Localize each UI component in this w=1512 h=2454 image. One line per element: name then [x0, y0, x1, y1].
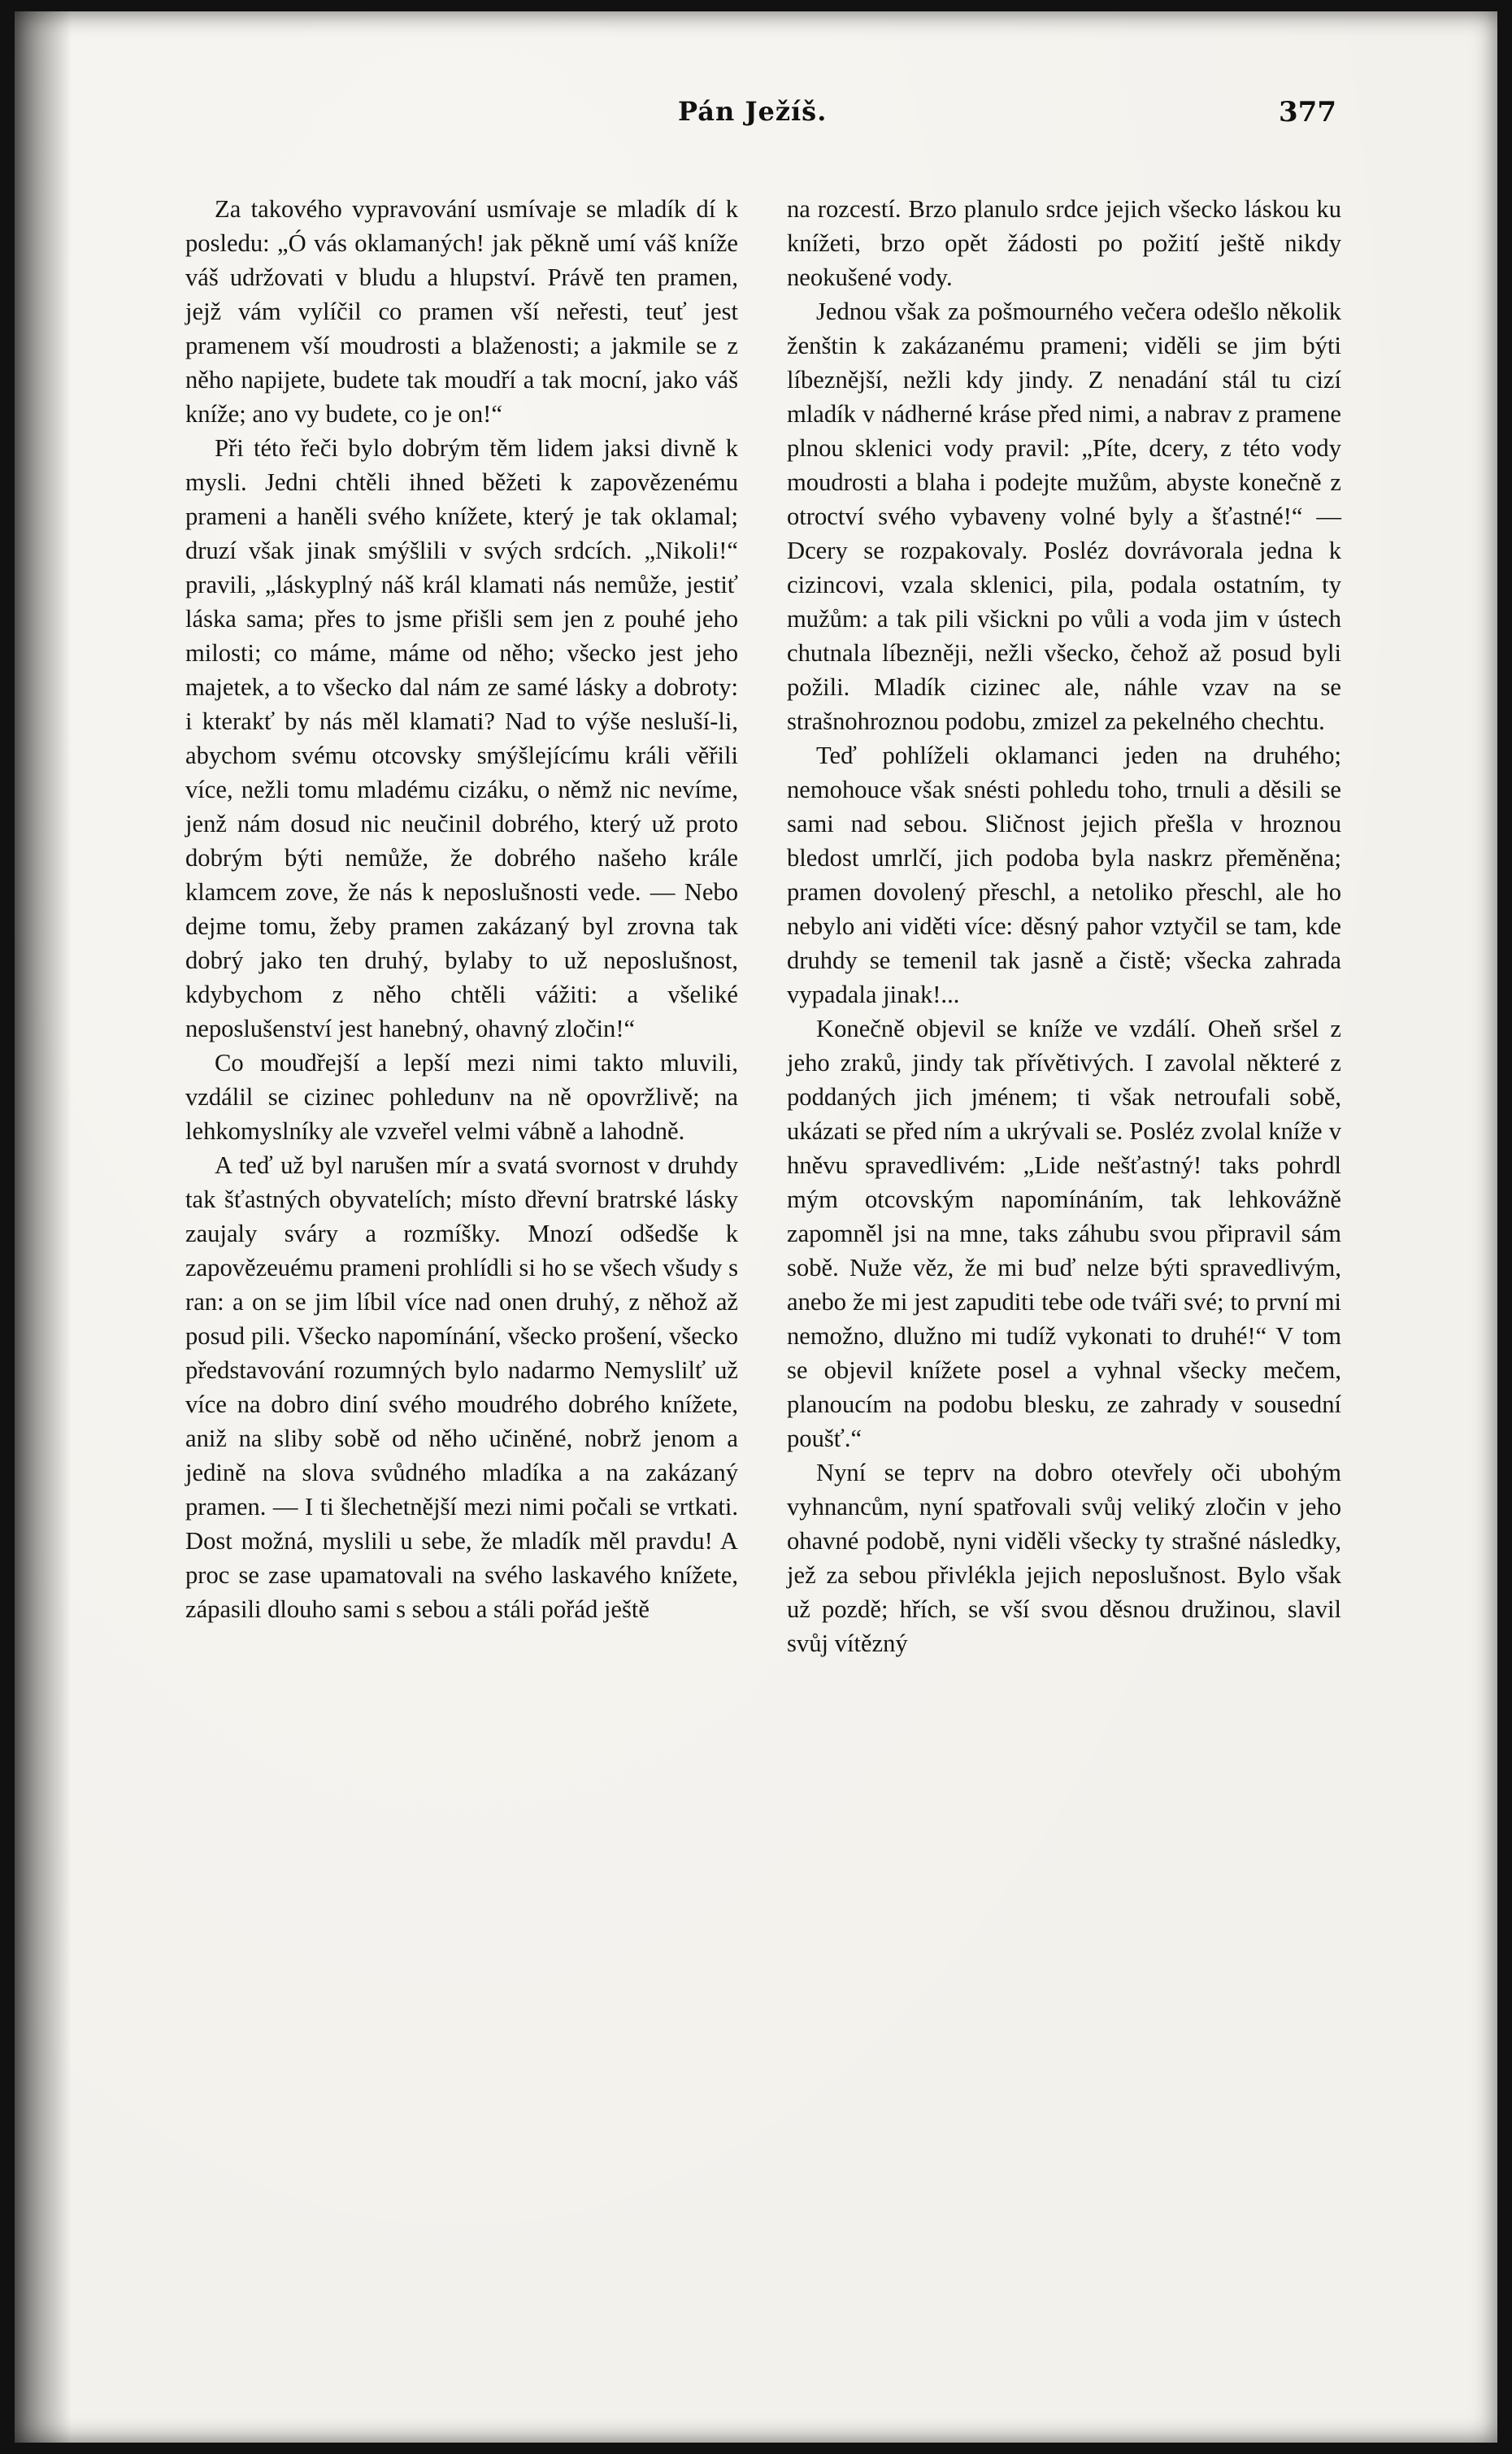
paragraph: Za takového vypravování usmívaje se mladík dí k posledu: „Ó vás oklamaných! jak pěkně umí váš kníže váš udržovati v bludu a hlupství. Právě ten pramen, jejž vám vylíčil co pramen vší neřesti, teuť jest pramenem vší moudrosti a blaženosti; a jakmile se z něho napijete, budete tak moudří a tak mocní, jako váš kníže; ano vy budete, co je on!“	[185, 195, 738, 428]
paragraph: Jednou však za pošmourného večera odešlo několik ženštin k zakázanému prameni; viděli se jim býti líbeznější, nežli kdy jindy. Z nenadání stál tu cizí mladík v nádherné kráse před nimi, a nabrav z pramene plnou sklenici vody pravil: „Píte, dcery, z této vody moudrosti a blaha i podejte mužům, abyste konečně z otroctví svého vybaveny volné byly a šťastné!“ — Dcery se rozpakovaly. Posléz dovrávorala jedna k cizincovi, vzala sklenici, pila, podala ostatním, ty mužům: a tak pili všickni po vůli a voda jim v ústech chutnala líbezněji, nežli všecko, čehož až posud byli požili. Mladík cizinec ale, náhle vzav na se strašnohroznou podobu, zmizel za pekelného chechtu.	[787, 298, 1341, 735]
paragraph-continuation: na rozcestí. Brzo planulo srdce jejich všecko láskou ku knížeti, brzo opět žádosti po požití ještě nikdy neokušené vody.	[787, 195, 1341, 291]
paragraph: Konečně objevil se kníže ve vzdálí. Oheň sršel z jeho zraků, jindy tak přívětivých. I zavolal některé z poddaných jich jménem; ti však netroufali sobě, ukázati se před ním a ukrývali se. Posléz zvolal kníže v hněvu spravedlivém: „Lide nešťastný! taks pohrdl mým otcovským napomínáním, tak lehkovážně zapomněl jsi na mne, taks záhubu svou připravil sám sobě. Nuže věz, že mi buď nelze býti spravedlivým, anebo že mi jest zapuditi tebe ode tváři své; to první mi nemožno, dlužno mi tudíž vykonati to druhé!“ V tom se objevil knížete posel a vyhnal všecky mečem, planoucím na podobu blesku, ze zahrady v sousední poušť.“	[787, 1015, 1341, 1452]
book-page	[15, 11, 1497, 2443]
paragraph: Teď pohlíželi oklamanci jeden na druhého; nemohouce však snésti pohledu toho, trnuli a děsili se sami nad sebou. Sličnost jejich přešla v hroznou bledost umrlčí, jich podoba byla naskrz přeměněna; pramen dovolený přeschl, a netoliko přeschl, ale ho nebylo ani viděti více: děsný pahor vztyčil se tam, kde druhdy se temenil tak jasně a čistě; všecka zahrada vypadala jinak!...	[787, 742, 1341, 1008]
paragraph: Při této řeči bylo dobrým těm lidem jaksi divně k mysli. Jedni chtěli ihned běžeti k zapovězenému prameni a haněli svého knížete, který je tak oklamal; druzí však jinak smýšlili v svých srdcích. „Nikoli!“ pravili, „láskyplný náš král klamati nás nemůže, jestiť láska sama; přes to jsme přišli sem jen z pouhé jeho milosti; co máme, máme od něho; všecko jest jeho majetek, a to všecko dal nám ze samé lásky a dobroty: i kterakť by nás měl klamati? Nad to výše nesluší-li, abychom svému otcovsky smýšlejícímu králi věřili více, nežli tomu mladému cizáku, o němž nic nevíme, jenž nám dosud nic neučinil dobrého, který už proto dobrým býti nemůže, že dobrého našeho krále klamcem zove, že nás k neposlušnosti vede. — Nebo dejme tomu, žeby pramen zakázaný byl zrovna tak dobrý jako ten druhý, bylaby to už neposlušnost, kdybychom z něho chtěli vážiti: a všeliké neposlušenství jest hanebný, ohavný zločin!“	[185, 434, 738, 1042]
page-number: 377	[1279, 96, 1336, 128]
paragraph: Co moudřejší a lepší mezi nimi takto mluvili, vzdálil se cizinec pohledunv na ně opovržlivě; na lehkomyslníky ale vzveřel velmi vábně a lahodně.	[185, 1049, 738, 1145]
right-column	[787, 192, 1341, 1660]
running-title: Pán Ježíš.	[678, 96, 828, 127]
paragraph: A teď už byl narušen mír a svatá svornost v druhdy tak šťastných obyvatelích; místo dřevní bratrské lásky zaujaly sváry a rozmíšky. Mnozí odšedše k zapovězeuému prameni prohlídli si ho se všech všudy s ran: a on se jim líbil více nad onen druhý, z něhož až posud pili. Všecko napomínání, všecko prošení, všecko představování rozumných bylo nadarmo Nemyslilť už více na dobro diní svého moudrého dobrého knížete, aniž na sliby sobě od něho učiněné, nobrž jenom a jedině na slova svůdného mladíka a na zakázaný pramen. — I ti šlechetnější mezi nimi počali se vrtkati. Dost možná, myslili u sebe, že mladík měl pravdu! A proc se zase upamatovali na svého laskavého knížete, zápasili dlouho sami s sebou a stáli pořád ještě	[185, 1151, 738, 1623]
left-column	[185, 192, 738, 1626]
page-gutter-shadow	[15, 11, 72, 2443]
paragraph: Nyní se teprv na dobro otevřely oči ubohým vyhnancům, nyní spatřovali svůj veliký zločin v jeho ohavné podobě, nyni viděli všecky ty strašné následky, jež za sebou přivlékla jejich neposlušnost. Bylo však už pozdě; hřích, se vší svou děsnou družinou, slavil svůj vítězný	[787, 1459, 1341, 1657]
page-header	[182, 96, 1336, 145]
